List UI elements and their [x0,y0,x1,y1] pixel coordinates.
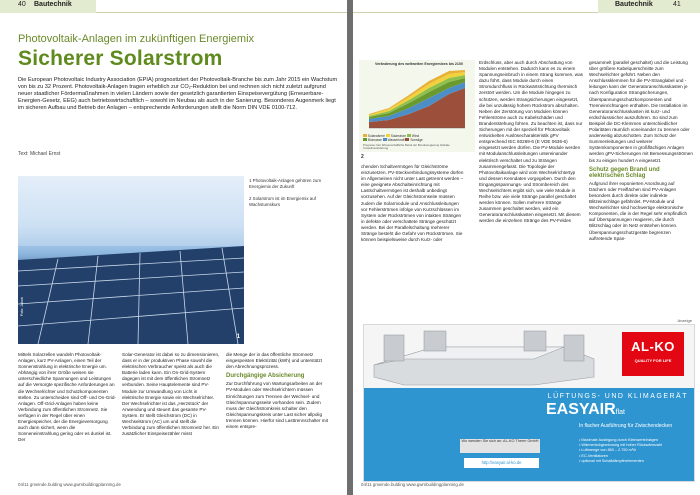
energy-mix-chart [359,60,475,152]
stacked-area-chart [359,70,475,132]
article-title: Sicherer Solarstrom [18,47,223,70]
article-lead: Die European Photovoltaic Industry Association (EPIA) prognostiziert der Photovoltaik-Branche bis zum Jahr 2015 ein Wachstum von bis zu 32 Prozent. Photovoltaik-Anlagen tragen erheblich zur CO₂-Reduktion bei und rechnen sich nicht zuletzt aufgrund neuer staatlicher Fördermaßnahmen in vielen Ländern sowie der gesetzlich garantierten Einspeisevergütung (Erneuerbare-Energien-Gesetz, EEG) auch betriebswirtschaftlich – sowohl im Neubau als auch in der Sanierung. Besonderes Augenmerk liegt im sicheren Aufbau und Betrieb der Anlagen – entsprechende Anforderungen stellt die Norm DIN VDE 0100-712. [18,77,338,112]
body-column-c [589,60,693,242]
brand-tagline: QUALITY FOR LIFE [634,358,672,363]
ad-subline: In flacher Ausführung für Zwischendecken [579,423,673,429]
section-label: Bautechnik [34,1,72,8]
ad-feature-list [579,438,691,464]
ad-feature: • optional mit Schalldämpferelementen [579,458,644,463]
photo-caption-2: 2 Solarstrom ist im Energiemix auf Wachstumskurs [249,196,316,207]
photo-caption-1: 1 Photovoltaik-Anlagen gehören zum Energiemix der Zukunft [249,178,322,189]
page-header [353,0,700,13]
al-ko-logo [622,332,684,376]
section-label: Bautechnik [615,1,653,8]
body-column-a: chenden Schaltvermögen für Gleichströme einzusetzen. PV-Steckverbindungssysteme dürfen im Allgemeinen nicht unter Last getrennt werden – eine geeignete Abschalteinrichtung mit Lastschaltvermögen ist deshalb unbedingt vorzusehen. Auf der Gleichstromseite müssen zudem die Solarmodule und Anschlussleitungen vor Fehlerströmen infolge von Kurzschlüssen im System oder Rückströmen von intakten Strängen in defekte oder verschattete Stränge geschützt werden. Bei der Parallelschaltung mehrerer Stränge besteht die Gefahr von Rückströmen. Sie können beispielsweise durch Kurz- oder [361,164,464,243]
brand-name: AL-KO [631,339,675,354]
ad-headline: LÜFTUNGS- UND KLIMAGERÄT [547,393,688,400]
body-column-3b: Zur Durchführung von Wartungsarbeiten an der PV-Modulen oder Wechselrichtern müssen Einrichtungen zum Trennen der Wechsel- und Gleichspannungsseite vorhanden sein. Zudem muss der Gleichstromkreis schalter den Gleichspannungskreis unter Last sicher allpolig trennen können. Hierfür sind Lasttrennschalter mit einem entspre- [226,381,328,430]
legend-item: Wasserkraft [383,138,405,142]
page-footer: 04/11 gmeinde.bulding www.gwmbuildingplanning.de [18,482,121,487]
page-number: 41 [673,1,681,8]
solar-panel-photo [18,176,244,344]
subheading: Schutz gegen Brand und elektrischen Schlag [589,166,660,179]
body-column-3a: die Menge der in das öffentliche Stromnetz eingespeisten Elektrizität (kWh) und unterstützt den Abrechnungsprozess. [226,352,323,370]
right-page [353,0,700,495]
body-column-b: Erdschluss, aber auch durch Abschattung von Modulen entstehen. Dadurch kann es zu einem Spannungseinbruch in einem Strang kommen, was dazu führt, dass Module durch einen Stromdurchfluss in Rückwärtsrichtung thermisch zerstört werden. Um die Module hingegen zu schützen, werden Strangsicherungen eingesetzt, die bei unzulässig hohem Rückstrom abschalten. Neben der Zerstörung von Modulen können Fehlerströme auch zu Kabelschäden und Brandentstehung führen. Zu beachten ist, dass nur Sicherungen mit der speziell für Photovoltaik entwickelten Auslösecharakteristik gPV entsprechend IEC 60269-6 (E VDE 0636-6) eingesetzt werden dürfen. Die PV-Module werden mit Modulanschlussleitungen untereinander elektrisch verschaltet und zu Strängen zusammengefasst. Die Topologie der Photovoltaikanlage wird vom Wechselrichtertyp und dessen Kenndaten vorgegeben. Durch den Eingangsspannungs- und Strombereich des Wechselrichters ergibt sich, wie viele Module in Reihe bzw. wie viele Stränge parallel geschaltet werden können. Sollen mehrere Stränge zusammen geschaltet werden, wird ein Generatoranschlusskasten eingesetzt. Mit diesem werden die einzelnen Stränge des PV-Feldes [479,60,583,224]
legend-item: Wind [407,134,419,138]
ad-feature: • Wärmerückgewinnung mit hoher Rückwärmzahl [579,443,662,448]
body-column-3 [226,352,330,430]
ad-banner [364,388,694,481]
byline: Text: Michael Ernst [18,151,61,157]
ad-product-name: EASYAIRflat [546,401,625,418]
ad-contact-box: Wo wenden Sie sich an: AL-KO Therm GmbH [460,439,540,453]
solar-panel-illustration [18,176,244,344]
ad-feature: • EC-Ventilatoren [579,453,608,458]
legend-item: Solarwärme [363,134,385,138]
body-column-c2: Aufgrund ihrer exponierten Anordnung auf Dächern oder Freiflächen sind PV-Anlagen besonders durch direkte oder indirekte Blitzeinschläge gefährdet. PV-Module und Wechselrichter sind hochwertige elektronische Komponenten, die in der Regel sehr empfindlich auf Überspannungen reagieren, die durch Blitzschlag oder im Netz entstehen können. Überspannungsschutzgeräte begrenzen auftretende Span- [589,180,688,241]
advertisement[interactable] [363,324,695,482]
chart-title: Veränderung des weltweiten Energiemixes bis 2100 [375,62,463,66]
chart-note: Prognose: Der Wissenschaftliche Beirat der Bundesregierung Globale Umweltveränderung [363,143,450,151]
subheading: Durchgängige Absicherung [226,373,305,380]
photo-number: 1 [236,334,240,340]
legend-item: Biomasse [363,138,382,142]
ad-feature: • Luftmenge von 850 – 2.750 m³/h [579,448,637,453]
left-page [0,0,347,495]
legend-item: Sonstige [405,138,422,142]
air-unit-illustration [364,325,604,387]
ad-label: Anzeige [677,318,692,323]
chart-legend [363,134,473,142]
page-number: 40 [18,1,26,8]
page-footer: 04/11 gmeinde.bulding www.gwmbuildingplanning.de [361,482,464,487]
photo-credit: Foto: Jakob [20,297,24,316]
chart-caption-number: 2 [361,154,364,160]
ad-url-link[interactable]: http://easyair.al-ko.de [464,458,539,468]
legend-item: Solarstrom [386,134,406,138]
body-column-2: Solar-Generator ist dabei so zu dimensionieren, dass er in der produktiven Phase sowohl die elektrischen Verbraucher speist als auch die Batterie laden kann. Ein On-Grid-System dagegen ist mit dem öffentlichen Stromnetz verbunden. Seine Hauptelemente sind PV-Module zur Umwandlung von Licht in elektrische Energie sowie ein Wechselrichter. Der Wechselrichter ist das „Herzstück“ der Anwendung und steuert das gesamte PV-System. Er stellt Gleichstrom (DC) in Wechselstrom (AC) um und stellt die Verbindung zum öffentlichen Stromnetz her. Ein zusätzlicher Einspeisezähler misst [122,352,220,437]
ad-feature: • Maximale Auslegung durch Kleinwerteinlagen [579,438,659,442]
body-column-1: Mittels Solarzellen wandeln Photovoltaik-Anlagen, kurz PV-Anlagen, einen Teil der Sonnenstrahlung in elektrische Energie um. Abhängig von ihrer Größe weisen sie unterschiedliche Spannungen und Leistungen auf die Versorgte spezifische Anforderungen an die Wechselrichter und Schutzkomponenten stellen. Zu unterscheiden sind Off- und On-Grid-Anlagen. Off-Grid-Anlagen haben keine Verbindung zum öffentlichen Stromnetz. Sie verfügen in der Regel über einen Energiespeicher, der die Energieversorgung auch dann sichert, wenn die Sonneneinstrahlung gering oder es dunkel ist. Der [18,352,116,443]
body-column-c1: gesammelt (parallel geschaltet) und die Leistung über größere Kabelquerschnitte zum Wechselrichter geführt. Neben den Anschlussklemmen für die PV-Stranglabel und -leitungen kann der Generatoranschlusskasten je nach Konfiguration Strangsicherungen, Überspannungsschutzkomponenten und Trenneinrichtungen enthalten. Die Installation im Generatoranschlusskasten ist kurz- und erdschlusssicher auszuführen. So sind zum Beispiel die DC-Klemmen unterschiedlicher Polaritäten räumlich voneinander zu trennen oder anderweitig abzuschotten. Zum Schutz der Summenleitungen und weiterer Systemkomponenten in großflächigen Anlagen werden gPV-Sicherungen mit Bemessungsströmen bis zu einigen hundert A eingesetzt. [589,60,693,163]
article-kicker: Photovoltaik-Anlagen im zukünftigen Energiemix [18,33,255,45]
page-header [0,0,347,13]
